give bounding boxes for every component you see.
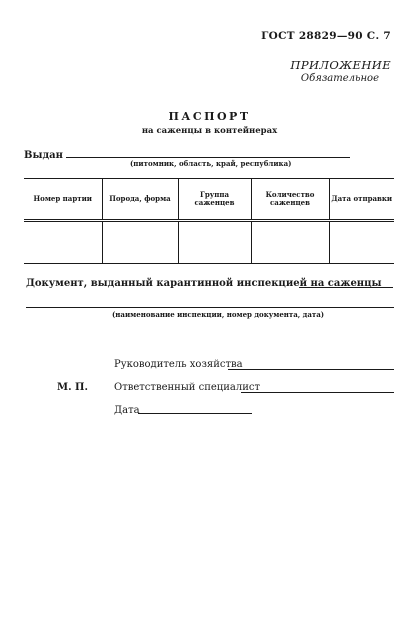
table-cell[interactable] (24, 221, 102, 264)
manager-label: Руководитель хозяйства (114, 359, 243, 370)
column-header: Порода, форма (102, 179, 178, 221)
seedlings-table (24, 178, 394, 264)
quarantine-doc-fill-line[interactable] (299, 287, 393, 288)
table-cell[interactable] (178, 221, 251, 264)
specialist-signature-line[interactable] (241, 392, 394, 393)
appendix-label: ПРИЛОЖЕНИЕ (290, 58, 391, 72)
document-subtitle: на саженцы в контейнерах (141, 126, 278, 136)
issued-label: Выдан (24, 150, 63, 161)
table-cell[interactable] (329, 221, 394, 264)
issued-fill-line[interactable] (66, 157, 350, 158)
column-header: Количество саженцев (251, 179, 329, 221)
column-header: Дата отправки (329, 179, 394, 221)
quarantine-doc-label: Документ, выданный карантинной инспекцией на саженцы (26, 278, 382, 289)
date-fill-line[interactable] (138, 413, 252, 414)
document-title: ПАСПОРТ (168, 110, 251, 123)
quarantine-doc-fill-line-2[interactable] (26, 307, 394, 308)
date-label: Дата (114, 405, 140, 416)
column-header: Группа саженцев (178, 179, 251, 221)
quarantine-doc-caption: (наименование инспекции, номер документа, дата) (112, 310, 325, 319)
appendix-status: Обязательное (300, 73, 379, 84)
table-header-row (24, 179, 394, 221)
table-cell[interactable] (251, 221, 329, 264)
stamp-place-label: М. П. (57, 382, 88, 393)
specialist-label: Ответственный специалист (114, 382, 261, 393)
standard-header: ГОСТ 28829—90 С. 7 (261, 30, 391, 42)
column-header: Номер партии (24, 179, 102, 221)
table-cell[interactable] (102, 221, 178, 264)
issued-caption: (питомник, область, край, республика) (130, 159, 292, 168)
manager-signature-line[interactable] (228, 369, 394, 370)
table-row (24, 221, 394, 264)
